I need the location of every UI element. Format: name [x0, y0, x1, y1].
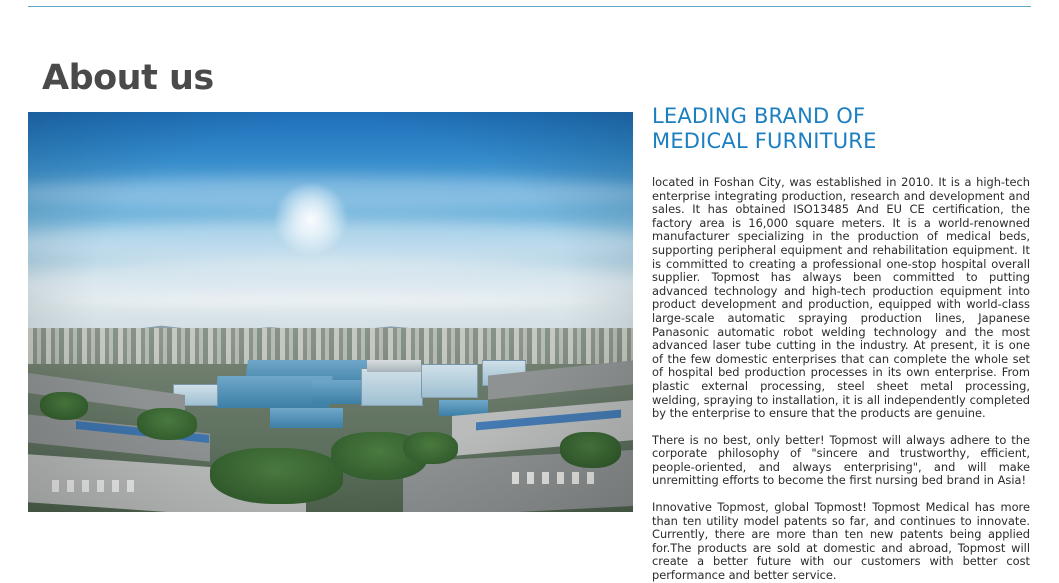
factory-roof: [367, 360, 421, 372]
tree-cluster: [137, 408, 198, 440]
tree-cluster: [40, 392, 88, 420]
tree-cluster: [210, 448, 343, 504]
crosswalk: [512, 472, 597, 484]
paragraph-2: There is no best, only better! Topmost will always adhere to the corporate philosophy of "sincere and trustworthy, efficient, people-oriented, and always enterprising", and will make unremitting efforts to become the first nursing bed brand in Asia!: [652, 432, 1030, 488]
aerial-factory-panorama-image: [28, 112, 633, 512]
tree-cluster: [403, 432, 457, 464]
header-divider: [28, 6, 1031, 7]
headline-line-2: MEDICAL FURNITURE: [652, 129, 877, 153]
about-body-text: [652, 176, 1030, 583]
about-text-column: [652, 104, 1030, 583]
distant-cityscape: [28, 328, 633, 364]
sun-glow: [276, 184, 346, 254]
factory-building: [421, 364, 477, 398]
crosswalk: [52, 480, 137, 492]
headline-line-1: LEADING BRAND OF: [652, 104, 866, 128]
page-title: About us: [42, 58, 214, 99]
paragraph-1: located in Foshan City, was established in 2010. It is a high-tech enterprise integrating production, research and development and sales. It has obtained ISO13485 And EU CE certification, the factory area is 16,000 square meters. It is a world-renowned manufacturer specializing in the production of medical beds, supporting peripheral equipment and rehabilitation equipment. It is committed to creating a professional one-stop hospital overall supplier. Topmost has always been committed to putting advanced technology and high-tech production equipment into product development and production, equipped with world-class large-scale automatic spraying production lines, Japanese Panasonic automatic robot welding technology and the most advanced laser tube cutting in the industry. At present, it is one of the few domestic enterprises that can complete the whole set of hospital bed production processes in its own enterprise. From plastic external processing, steel sheet metal processing, welding, spraying to installation, it is all independently completed by the enterprise to ensure that the products are genuine.: [652, 175, 1030, 421]
section-headline: [652, 104, 1030, 154]
factory-roof: [270, 408, 343, 428]
factory-building: [361, 368, 424, 406]
paragraph-3: Innovative Topmost, global Topmost! Topmost Medical has more than ten utility model patents so far, and continues to innovate. Currently, there are more than ten new patents being applied for.The products are sold at domestic and abroad, Topmost will create a better future with our customers with better cost performance and better service.: [652, 500, 1030, 583]
tree-cluster: [560, 432, 621, 468]
